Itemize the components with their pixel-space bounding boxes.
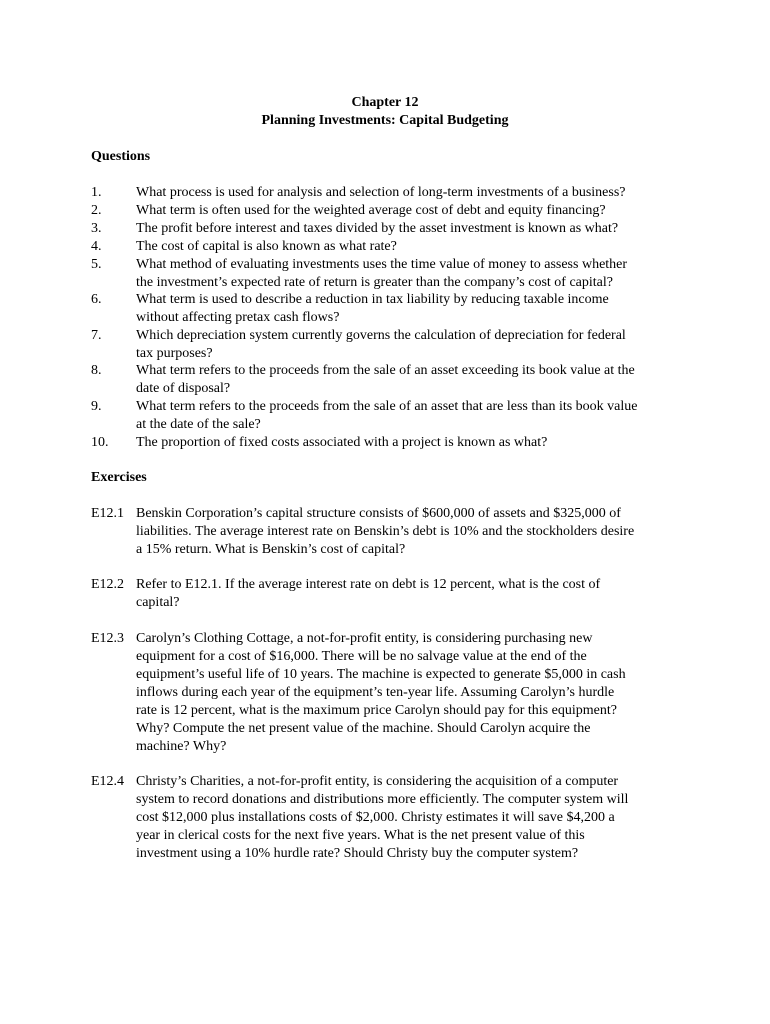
exercise-text: Refer to E12.1. If the average interest rate on debt is 12 percent, what is the cost of capital? (136, 577, 601, 610)
question-text: What term is used to describe a reduction in tax liability by reducing taxable income without affecting pretax cash flows? (136, 292, 609, 325)
question-number: 2. (91, 203, 102, 218)
question-item (91, 238, 691, 256)
question-text: What term is often used for the weighted average cost of debt and equity financing? (136, 203, 606, 218)
exercise-number: E12.2 (91, 577, 125, 592)
exercise-text: Christy’s Charities, a not-for-profit entity, is considering the acquisition of a computer system to record donations and distributions more efficiently. The computer system will cost $12,000 plus installations costs of $2,000. Christy estimates it will save $4,200 a year in clerical costs for the next five years. What is the net present value of this investment using a 10% hurdle rate? Should Christy buy the computer system? (136, 774, 629, 861)
question-item (91, 327, 691, 363)
exercise-text: Carolyn’s Clothing Cottage, a not-for-profit entity, is considering purchasing new equipment for a cost of $16,000. There will be no salvage value at the end of the equipment’s useful life of 10 years. The machine is expected to generate $5,000 in cash inflows during each year of the equipment’s ten-year life. Assuming Carolyn’s hurdle rate is 12 percent, what is the maximum price Carolyn should pay for this equipment? Why? Compute the net present value of the machine. Should Carolyn acquire the machine? Why? (136, 631, 626, 754)
question-item (91, 256, 691, 292)
question-item (91, 362, 691, 398)
chapter-number: Chapter 12 (351, 95, 419, 110)
question-number: 4. (91, 239, 102, 254)
exercise-number: E12.4 (91, 774, 125, 789)
question-number: 6. (91, 292, 102, 307)
question-item (91, 434, 691, 452)
question-text: What term refers to the proceeds from the sale of an asset exceeding its book value at the date of disposal? (136, 363, 635, 396)
exercise-item (91, 505, 691, 559)
question-number: 9. (91, 399, 102, 414)
question-item (91, 291, 691, 327)
question-text: The cost of capital is also known as what rate? (136, 239, 397, 254)
question-text: Which depreciation system currently governs the calculation of depreciation for federal tax purposes? (136, 328, 626, 361)
question-text: What process is used for analysis and selection of long-term investments of a business? (136, 185, 626, 200)
exercise-item (91, 576, 691, 612)
question-text: The proportion of fixed costs associated with a project is known as what? (136, 435, 548, 450)
question-item (91, 398, 691, 434)
exercise-text: Benskin Corporation’s capital structure consists of $600,000 of assets and $325,000 of liabilities. The average interest rate on Benskin’s debt is 10% and the stockholders desire a 15% return. What is Benskin’s cost of capital? (136, 506, 635, 557)
exercise-number: E12.3 (91, 631, 125, 646)
exercises-heading: Exercises (91, 470, 147, 485)
question-item (91, 220, 691, 238)
chapter-title: Planning Investments: Capital Budgeting (261, 113, 509, 128)
exercise-item (91, 773, 691, 863)
questions-heading: Questions (91, 149, 151, 164)
question-number: 1. (91, 185, 102, 200)
question-number: 7. (91, 328, 102, 343)
exercise-item (91, 630, 691, 756)
question-number: 8. (91, 363, 102, 378)
question-text: What method of evaluating investments uses the time value of money to assess whether the investment’s expected rate of return is greater than the company’s cost of capital? (136, 257, 628, 290)
question-text: What term refers to the proceeds from the sale of an asset that are less than its book value at the date of the sale? (136, 399, 638, 432)
question-number: 5. (91, 257, 102, 272)
question-text: The profit before interest and taxes divided by the asset investment is known as what? (136, 221, 619, 236)
question-number: 10. (91, 435, 109, 450)
question-item (91, 202, 691, 220)
question-number: 3. (91, 221, 102, 236)
question-item (91, 184, 691, 202)
exercise-number: E12.1 (91, 506, 125, 521)
